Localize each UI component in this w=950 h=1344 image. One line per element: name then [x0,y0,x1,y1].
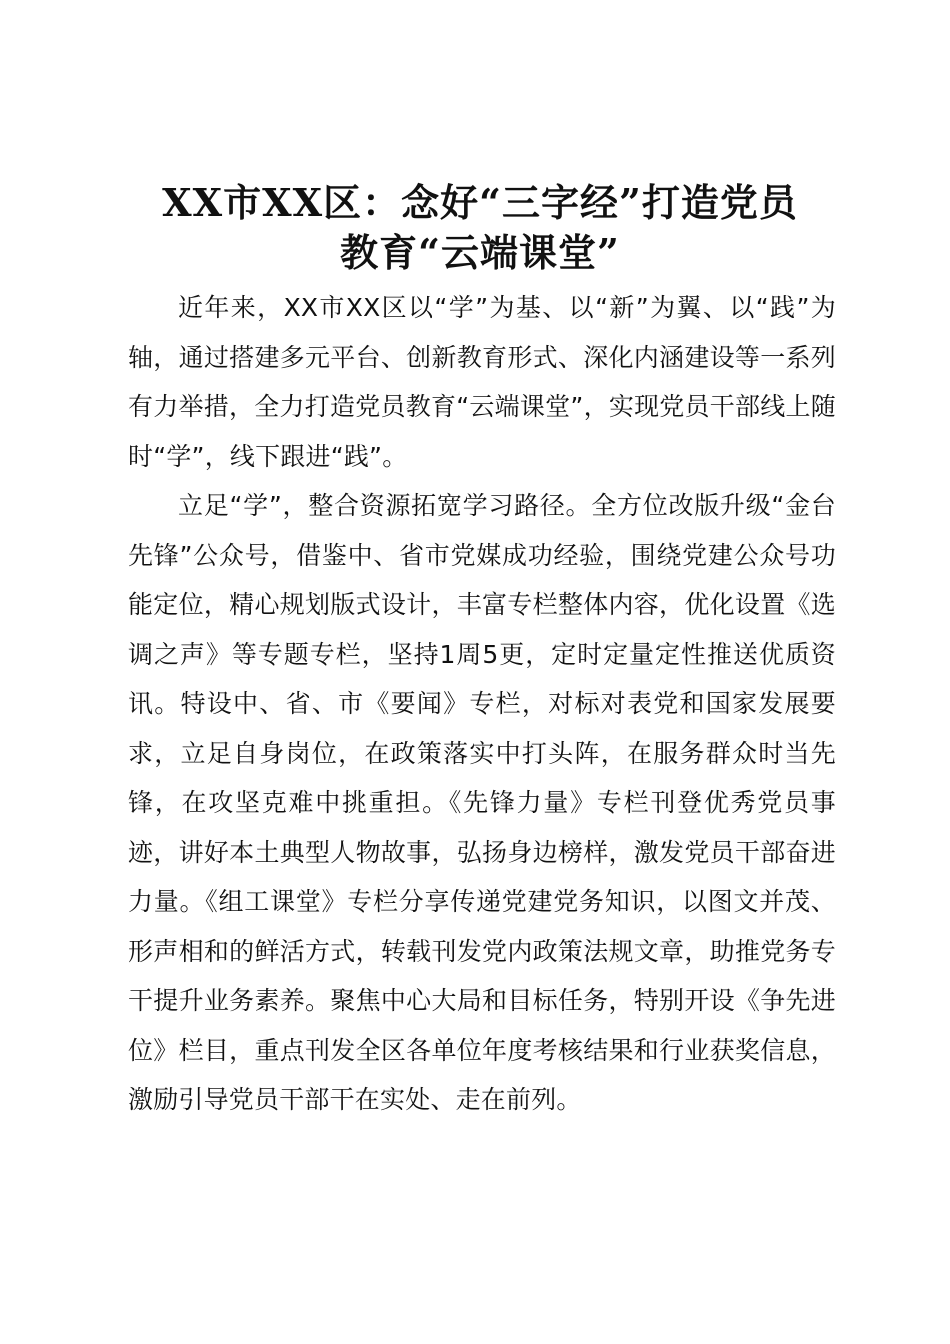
title-line-2: 教育“云端课堂” [340,230,620,275]
paragraph-study: 立足“学”，整合资源拓宽学习路径。全方位改版升级“金台先锋”公众号，借鉴中、省市党媒成功经验，围绕党建公众号功能定位，精心规划版式设计，丰富专栏整体内容，优化设置《选调之声》等专题专栏，坚持1周5更，定时定量定性推送优质资讯。特设中、省、市《要闻》专栏，对标对表党和国家发展要求，立足自身岗位，在政策落实中打头阵，在服务群众时当先锋，在攻坚克难中挑重担。《先锋力量》专栏刊登优秀党员事迹，讲好本土典型人物故事，弘扬身边榜样，激发党员干部奋进力量。《组工课堂》专栏分享传递党建党务知识，以图文并茂、形声相和的鲜活方式，转载刊发党内政策法规文章，助推党务专干提升业务素养。聚焦中心大局和目标任务，特别开设《争先进位》栏目，重点刊发全区各单位年度考核结果和行业获奖信息，激励引导党员干部干在实处、走在前列。 [128,491,836,1114]
document-title [120,178,840,278]
title-line-1: XX市XX区：念好“三字经”打造党员 [162,180,798,225]
paragraph-intro: 近年来，XX市XX区以“学”为基、以“新”为翼、以“践”为轴，通过搭建多元平台、创新教育形式、深化内涵建设等一系列有力举措，全力打造党员教育“云端课堂”，实现党员干部线上随时“学”，线下跟进“践”。 [128,293,836,471]
document-body [128,283,836,1125]
